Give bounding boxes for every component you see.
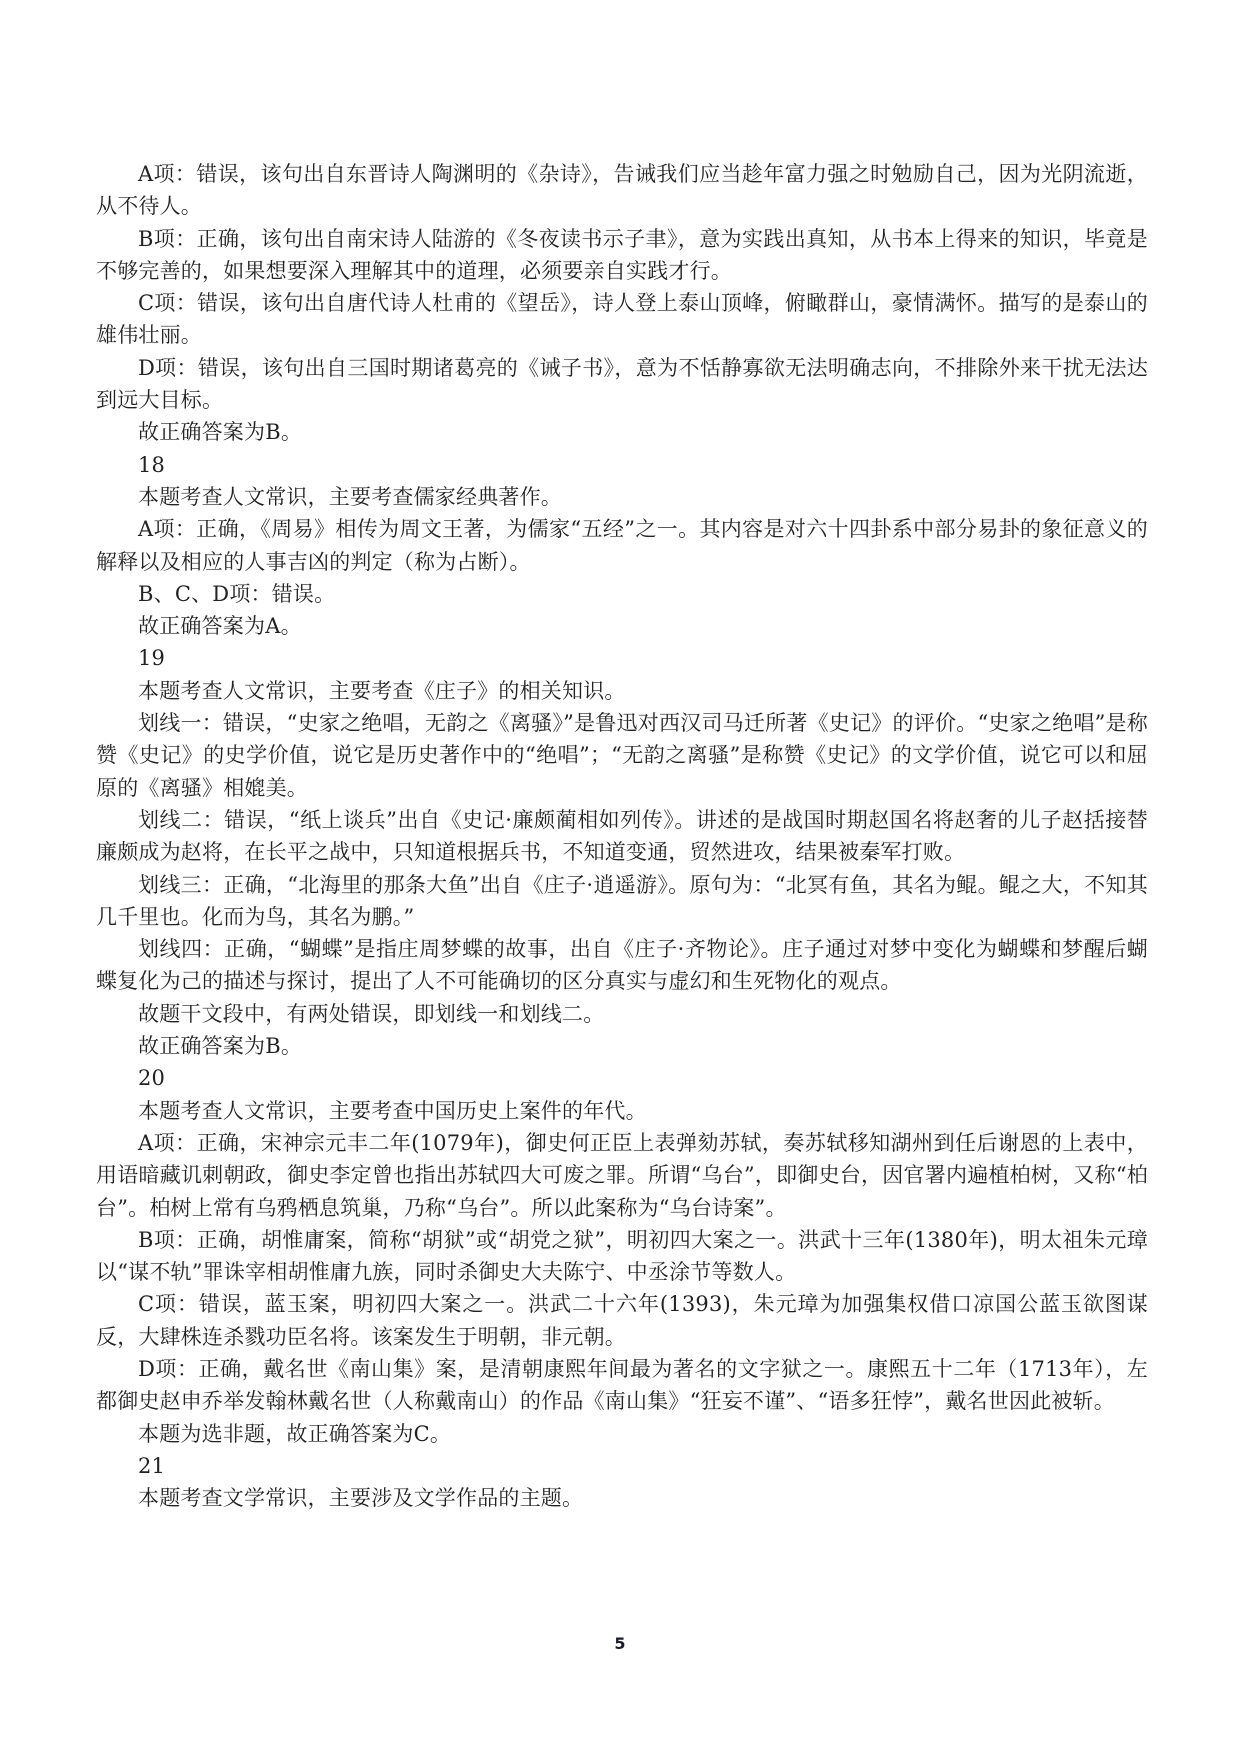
q17-option-d: D项：错误，该句出自三国时期诸葛亮的《诫子书》，意为不恬静寡欲无法明确志向，不排除外来干扰无法达到远大目标。 (96, 355, 1148, 413)
q19-answer: 故正确答案为B。 (138, 1034, 303, 1059)
q19-line-2: 划线二：错误，“纸上谈兵”出自《史记·廉颇蔺相如列传》。讲述的是战国时期赵国名将赵奢的儿子赵括接替廉颇成为赵将，在长平之战中，只知道根据兵书，不知道变通，贸然进攻，结果被秦军打败。 (96, 807, 1148, 865)
q17-answer: 故正确答案为B。 (138, 420, 303, 445)
q17-option-a: A项：错误，该句出自东晋诗人陶渊明的《杂诗》，告诫我们应当趁年富力强之时勉励自己，因为光阴流逝，从不待人。 (96, 162, 1148, 219)
question-number-18: 18 (138, 452, 166, 477)
q18-options-bcd: B、C、D项：错误。 (138, 581, 336, 606)
q19-topic: 本题考查人文常识，主要考查《庄子》的相关知识。 (138, 678, 626, 703)
q18-option-a: A项：正确，《周易》相传为周文王著，为儒家“五经”之一。其内容是对六十四卦系中部分易卦的象征意义的解释以及相应的人事吉凶的判定（称为占断）。 (96, 517, 1148, 574)
q18-topic: 本题考查人文常识，主要考查儒家经典著作。 (138, 484, 562, 509)
q19-line-3: 划线三：正确，“北海里的那条大鱼”出自《庄子·逍遥游》。原句为：“北冥有鱼，其名为鲲。鲲之大，不知其几千里也。化而为鸟，其名为鹏。” (96, 872, 1148, 929)
document-page (96, 158, 1148, 1514)
q18-answer: 故正确答案为A。 (138, 614, 302, 639)
q19-line-4: 划线四：正确，“蝴蝶”是指庄周梦蝶的故事，出自《庄子·齐物论》。庄子通过对梦中变化为蝴蝶和梦醒后蝴蝶复化为己的描述与探讨，提出了人不可能确切的区分真实与虚幻和生死物化的观点。 (96, 937, 1148, 994)
question-number-19: 19 (138, 646, 166, 671)
q20-option-b: B项：正确，胡惟庸案，简称“胡狱”或“胡党之狱”，明初四大案之一。洪武十三年(1380年)，明太祖朱元璋以“谋不轨”罪诛宰相胡惟庸九族，同时杀御史大夫陈宁、中丞涂节等数人。 (96, 1227, 1148, 1285)
q20-option-d: D项：正确，戴名世《南山集》案，是清朝康熙年间最为著名的文字狱之一。康熙五十二年（1713年），左都御史赵申乔举发翰林戴名世（人称戴南山）的作品《南山集》“狂妄不谨”、“语多狂悖”，戴名世因此被斩。 (96, 1356, 1148, 1414)
q20-answer: 本题为选非题，故正确答案为C。 (138, 1421, 452, 1446)
question-number-21: 21 (138, 1453, 166, 1478)
q19-summary: 故题干文段中，有两处错误，即划线一和划线二。 (138, 1001, 605, 1026)
q17-option-b: B项：正确，该句出自南宋诗人陆游的《冬夜读书示子聿》，意为实践出真知，从书本上得来的知识，毕竟是不够完善的，如果想要深入理解其中的道理，必须要亲自实践才行。 (96, 226, 1148, 283)
q20-option-a: A项：正确，宋神宗元丰二年(1079年)，御史何正臣上表弹劾苏轼，奏苏轼移知湖州到任后谢恩的上表中，用语暗藏讥刺朝政，御史李定曾也指出苏轼四大可废之罪。所谓“乌台”，即御史台，因官署内遍植柏树，又称“柏台”。柏树上常有乌鸦栖息筑巢，乃称“乌台”。所以此案称为“乌台诗案”。 (96, 1130, 1148, 1220)
question-number-20: 20 (138, 1066, 166, 1091)
q21-topic: 本题考查文学常识，主要涉及文学作品的主题。 (138, 1486, 584, 1511)
page-number: 5 (614, 1634, 626, 1653)
q19-line-1: 划线一：错误，“史家之绝唱，无韵之《离骚》”是鲁迅对西汉司马迁所著《史记》的评价。“史家之绝唱”是称赞《史记》的史学价值，说它是历史著作中的“绝唱”；“无韵之离骚”是称赞《史记》的文学价值，说它可以和屈原的《离骚》相媲美。 (96, 711, 1148, 800)
q20-topic: 本题考查人文常识，主要考查中国历史上案件的年代。 (138, 1098, 647, 1123)
q17-option-c: C项：错误，该句出自唐代诗人杜甫的《望岳》，诗人登上泰山顶峰，俯瞰群山，豪情满怀。描写的是泰山的雄伟壮丽。 (96, 291, 1148, 348)
q20-option-c: C项：错误，蓝玉案，明初四大案之一。洪武二十六年(1393)，朱元璋为加强集权借口凉国公蓝玉欲图谋反，大肆株连杀戮功臣名将。该案发生于明朝，非元朝。 (96, 1292, 1148, 1349)
